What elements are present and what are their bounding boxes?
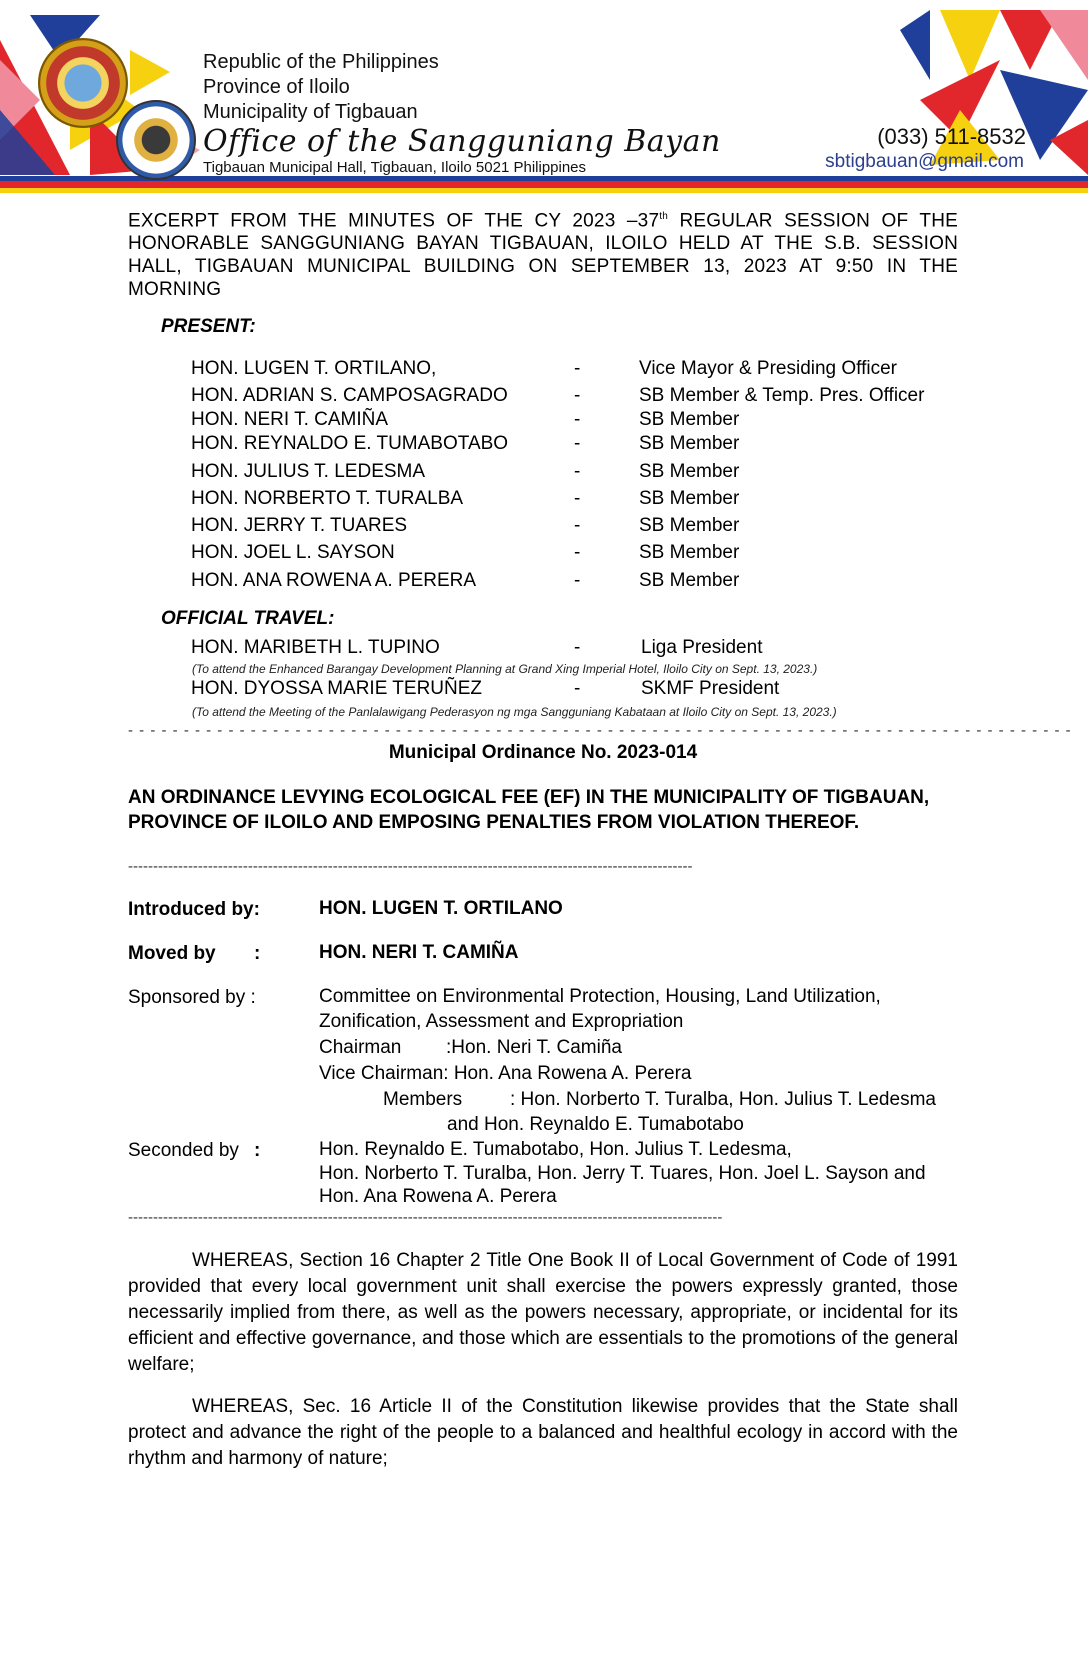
attendee-dash: - bbox=[574, 409, 581, 430]
travel-row bbox=[191, 637, 971, 663]
header-province: Province of Iloilo bbox=[203, 76, 350, 98]
attendee-position: SB Member bbox=[639, 409, 740, 430]
seconded-line-2: Hon. Norberto T. Turalba, Hon. Jerry T. Tuares, Hon. Joel L. Sayson and bbox=[319, 1163, 926, 1184]
travel-dash: - bbox=[574, 678, 581, 699]
members-label: Members bbox=[383, 1089, 463, 1110]
official-travel-heading: OFFICIAL TRAVEL: bbox=[161, 608, 335, 629]
attendee-row bbox=[191, 385, 971, 411]
attendee-position: SB Member bbox=[639, 515, 740, 536]
attendee-name: HON. REYNALDO E. TUMABOTABO bbox=[191, 433, 509, 454]
attendee-dash: - bbox=[574, 488, 581, 509]
attendee-dash: - bbox=[574, 385, 581, 406]
attendee-name: HON. NERI T. CAMIÑA bbox=[191, 409, 389, 430]
travel-name: HON. DYOSSA MARIE TERUÑEZ bbox=[191, 678, 483, 699]
attendee-dash: - bbox=[574, 542, 581, 563]
attendee-row bbox=[191, 433, 971, 459]
attendee-dash: - bbox=[574, 570, 581, 591]
members-value-2: and Hon. Reynaldo E. Tumabotabo bbox=[447, 1114, 744, 1135]
present-heading: PRESENT: bbox=[161, 316, 256, 337]
moved-by-label: Moved by bbox=[128, 943, 216, 964]
attendee-row bbox=[191, 515, 971, 541]
ordinance-number: Municipal Ordinance No. 2023-014 bbox=[388, 742, 698, 763]
moved-by-colon: : bbox=[254, 943, 261, 964]
chairman-value: :Hon. Neri T. Camiña bbox=[446, 1037, 622, 1058]
header-email: sbtigbauan@gmail.com bbox=[825, 151, 1024, 172]
committee-line-2: Zonification, Assessment and Expropriation bbox=[319, 1011, 684, 1032]
travel-row bbox=[191, 678, 971, 704]
attendee-dash: - bbox=[574, 358, 581, 379]
header-phone: (033) 511-8532 bbox=[877, 124, 1026, 149]
attendee-row bbox=[191, 570, 971, 596]
separator-line: ----------------------------------------------------------------------------------------------------------------- bbox=[128, 858, 693, 875]
letterhead-text bbox=[203, 50, 721, 177]
excerpt-part-2: REGULAR SESSION OF THE HONORABLE SANGGUNIANG BAYAN TIGBAUAN, ILOILO HELD AT THE S.B. SESSION HALL, TIGBAUAN MUNICIPAL BUILDING ON SEPTEMBER 13, 2023 AT 9:50 IN THE MORNING bbox=[128, 210, 958, 301]
members-value-1: : Hon. Norberto T. Turalba, Hon. Julius T. Ledesma bbox=[510, 1089, 936, 1110]
seconded-by-colon: : bbox=[254, 1140, 261, 1161]
sponsored-by-label: Sponsored by : bbox=[128, 987, 256, 1008]
attendee-row bbox=[191, 461, 971, 487]
attendee-name: HON. ANA ROWENA A. PERERA bbox=[191, 570, 477, 591]
excerpt-part-1: EXCERPT FROM THE MINUTES OF THE CY 2023 –37 bbox=[128, 210, 660, 232]
travel-name: HON. MARIBETH L. TUPINO bbox=[191, 637, 440, 658]
header-republic: Republic of the Philippines bbox=[203, 51, 439, 73]
whereas-paragraph: WHEREAS, Sec. 16 Article II of the Constitution likewise provides that the State shall protect and advance the right of the people to a balanced and healthful ecology in accord with the rhythm and harmony of nature; bbox=[128, 1396, 958, 1469]
travel-position: SKMF President bbox=[641, 678, 780, 699]
attendee-dash: - bbox=[574, 515, 581, 536]
separator-line: ----------------------------------------------------------------------------------------------------------------------- bbox=[128, 1209, 723, 1226]
travel-note: (To attend the Enhanced Barangay Development Planning at Grand Xing Imperial Hotel, Iloilo City on Sept. 13, 2023.) bbox=[192, 662, 818, 676]
header-municipality: Municipality of Tigbauan bbox=[203, 101, 418, 123]
minutes-excerpt-heading bbox=[128, 205, 958, 301]
attendee-dash: - bbox=[574, 461, 581, 482]
chairman-label: Chairman bbox=[319, 1037, 402, 1058]
attendee-position: SB Member bbox=[639, 570, 740, 591]
attendee-name: HON. ADRIAN S. CAMPOSAGRADO bbox=[191, 385, 508, 406]
attendee-row bbox=[191, 358, 971, 384]
travel-dash: - bbox=[574, 637, 581, 658]
attendee-position: SB Member bbox=[639, 542, 740, 563]
attendee-name: HON. JULIUS T. LEDESMA bbox=[191, 461, 426, 482]
attendee-name: HON. NORBERTO T. TURALBA bbox=[191, 488, 464, 509]
separator-line: - - - - - - - - - - - - - - - - - - - - - - - - - - - - - - - - - - - - - - - - - - - - - - - - - - - - - - - - - - - - - - - - - - - - - - - - - - - - - - - - - - - - - bbox=[128, 722, 1072, 739]
attendee-row bbox=[191, 409, 971, 435]
attendee-position: SB Member bbox=[639, 488, 740, 509]
attendee-position: SB Member bbox=[639, 433, 740, 454]
header-office-title: Office of the Sangguniang Bayan bbox=[203, 124, 721, 159]
header-address: Tigbauan Municipal Hall, Tigbauan, Iloilo 5021 Philippines bbox=[203, 159, 587, 176]
attendee-row bbox=[191, 542, 971, 568]
excerpt-superscript: th bbox=[659, 211, 668, 222]
seconded-line-1: Hon. Reynaldo E. Tumabotabo, Hon. Julius T. Ledesma, bbox=[319, 1139, 792, 1160]
attendee-position: SB Member & Temp. Pres. Officer bbox=[639, 385, 925, 406]
committee-line-1: Committee on Environmental Protection, Housing, Land Utilization, bbox=[319, 986, 881, 1007]
seconded-line-3: Hon. Ana Rowena A. Perera bbox=[319, 1186, 557, 1207]
travel-note: (To attend the Meeting of the Panlalawigang Pederasyon ng mga Sangguniang Kabataan at Iloilo City on Sept. 13, 2023.) bbox=[192, 705, 837, 719]
ordinance-title: AN ORDINANCE LEVYING ECOLOGICAL FEE (EF) IN THE MUNICIPALITY OF TIGBAUAN, PROVINCE OF ILOILO AND EMPOSING PENALTIES FROM VIOLATION THEREOF. bbox=[128, 787, 930, 833]
vice-chairman: Vice Chairman: Hon. Ana Rowena A. Perera bbox=[319, 1063, 692, 1084]
moved-by-value: HON. NERI T. CAMIÑA bbox=[319, 942, 519, 963]
attendee-name: HON. JOEL L. SAYSON bbox=[191, 542, 395, 563]
travel-position: Liga President bbox=[641, 637, 763, 658]
attendee-name: HON. LUGEN T. ORTILANO, bbox=[191, 358, 437, 379]
attendee-name: HON. JERRY T. TUARES bbox=[191, 515, 408, 536]
attendee-dash: - bbox=[574, 433, 581, 454]
letterhead bbox=[0, 0, 1088, 200]
introduced-by-label: Introduced by: bbox=[128, 899, 260, 920]
attendee-position: SB Member bbox=[639, 461, 740, 482]
attendee-row bbox=[191, 488, 971, 514]
introduced-by-value: HON. LUGEN T. ORTILANO bbox=[319, 898, 563, 919]
seconded-by-label: Seconded by bbox=[128, 1140, 239, 1161]
municipality-seal bbox=[38, 38, 128, 128]
sangguniang-bayan-seal bbox=[116, 100, 196, 180]
whereas-paragraph: WHEREAS, Section 16 Chapter 2 Title One Book II of Local Government of Code of 1991 provided that every local government unit shall exercise the powers expressly granted, those necessarily implied from there, as well as the powers necessary, appropriate, or incidental for its efficient and effective governance, and those which are essentials to the promotions of the general welfare; bbox=[128, 1250, 958, 1375]
attendee-position: Vice Mayor & Presiding Officer bbox=[639, 358, 898, 379]
